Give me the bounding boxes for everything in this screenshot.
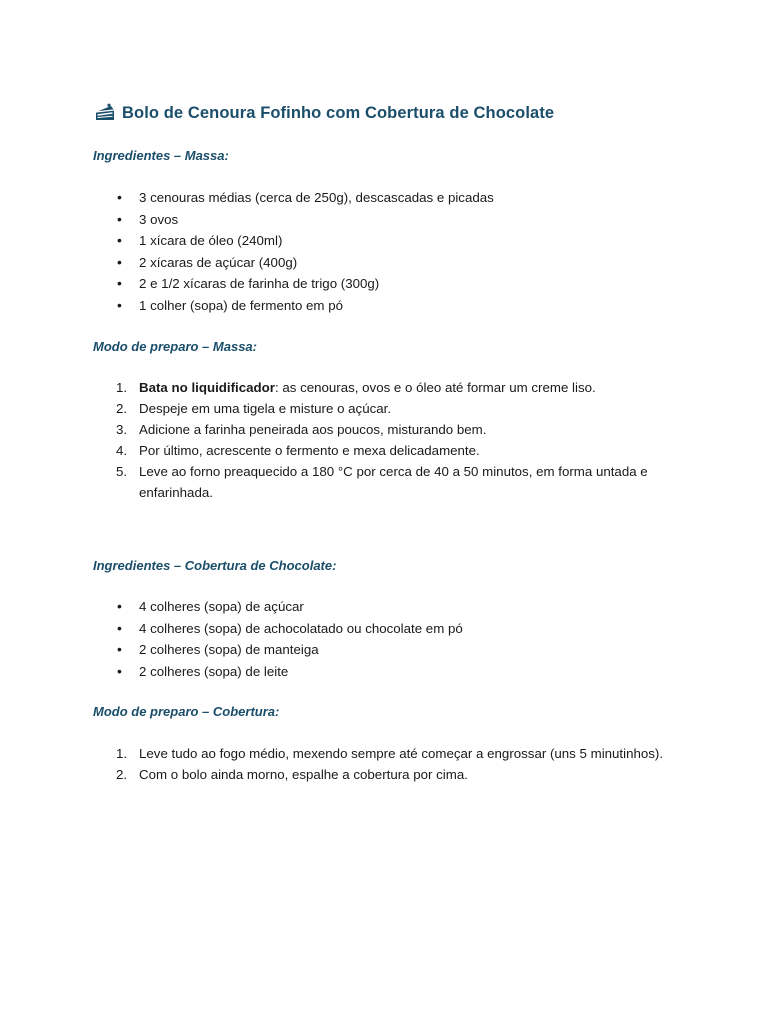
cake-slice-icon [94,102,116,124]
ingredients-topping-list [139,596,669,682]
list-item: • 4 colheres (sopa) de açúcar [139,596,669,618]
list-item [116,764,669,785]
heading-method-topping: Modo de preparo – Cobertura: [93,704,280,719]
list-item: • 3 ovos [139,209,669,231]
list-item: • 2 xícaras de açúcar (400g) [139,252,669,274]
step-text: Adicione a farinha peneirada aos poucos, misturando bem. [139,422,487,437]
title-row [94,102,554,124]
step-number: 1. [116,746,128,761]
list-item: • 2 colheres (sopa) de manteiga [139,639,669,661]
list-item [116,743,669,764]
method-dough-list [116,377,669,503]
heading-ingredients-dough: Ingredientes – Massa: [93,148,229,163]
list-item: • 3 cenouras médias (cerca de 250g), descascadas e picadas [139,187,669,209]
list-item: • 2 e 1/2 xícaras de farinha de trigo (300g) [139,273,669,295]
step-number: 1. [116,380,128,395]
step-text: Por último, acrescente o fermento e mexa delicadamente. [139,443,480,458]
step-text: Despeje em uma tigela e misture o açúcar. [139,401,392,416]
step-text: Leve tudo ao fogo médio, mexendo sempre até começar a engrossar (uns 5 minutinhos). [139,746,664,761]
step-number: 4. [116,443,128,458]
list-item [116,461,669,503]
heading-ingredients-topping: Ingredientes – Cobertura de Chocolate: [93,558,337,573]
list-item: • 1 xícara de óleo (240ml) [139,230,669,252]
step-text: Leve ao forno preaquecido a 180 °C por cerca de 40 a 50 minutos, em forma untada e enfarinhada. [139,464,648,500]
step-text: Com o bolo ainda morno, espalhe a cobertura por cima. [139,767,468,782]
step-number: 3. [116,422,128,437]
step-number: 2. [116,401,128,416]
method-topping-list [116,743,669,785]
step-lead: Bata no liquidificador [139,380,275,395]
list-item: • 1 colher (sopa) de fermento em pó [139,295,669,317]
list-item [116,419,669,440]
list-item: • 2 colheres (sopa) de leite [139,661,669,683]
heading-method-dough: Modo de preparo – Massa: [93,339,257,354]
list-item [116,377,669,398]
list-item: • 4 colheres (sopa) de achocolatado ou chocolate em pó [139,618,669,640]
step-text: : as cenouras, ovos e o óleo até formar um creme liso. [274,380,596,395]
page-title: Bolo de Cenoura Fofinho com Cobertura de Chocolate [122,103,555,122]
ingredients-dough-list [139,187,669,317]
step-number: 2. [116,767,128,782]
list-item [116,398,669,419]
list-item [116,440,669,461]
step-number: 5. [116,464,128,479]
